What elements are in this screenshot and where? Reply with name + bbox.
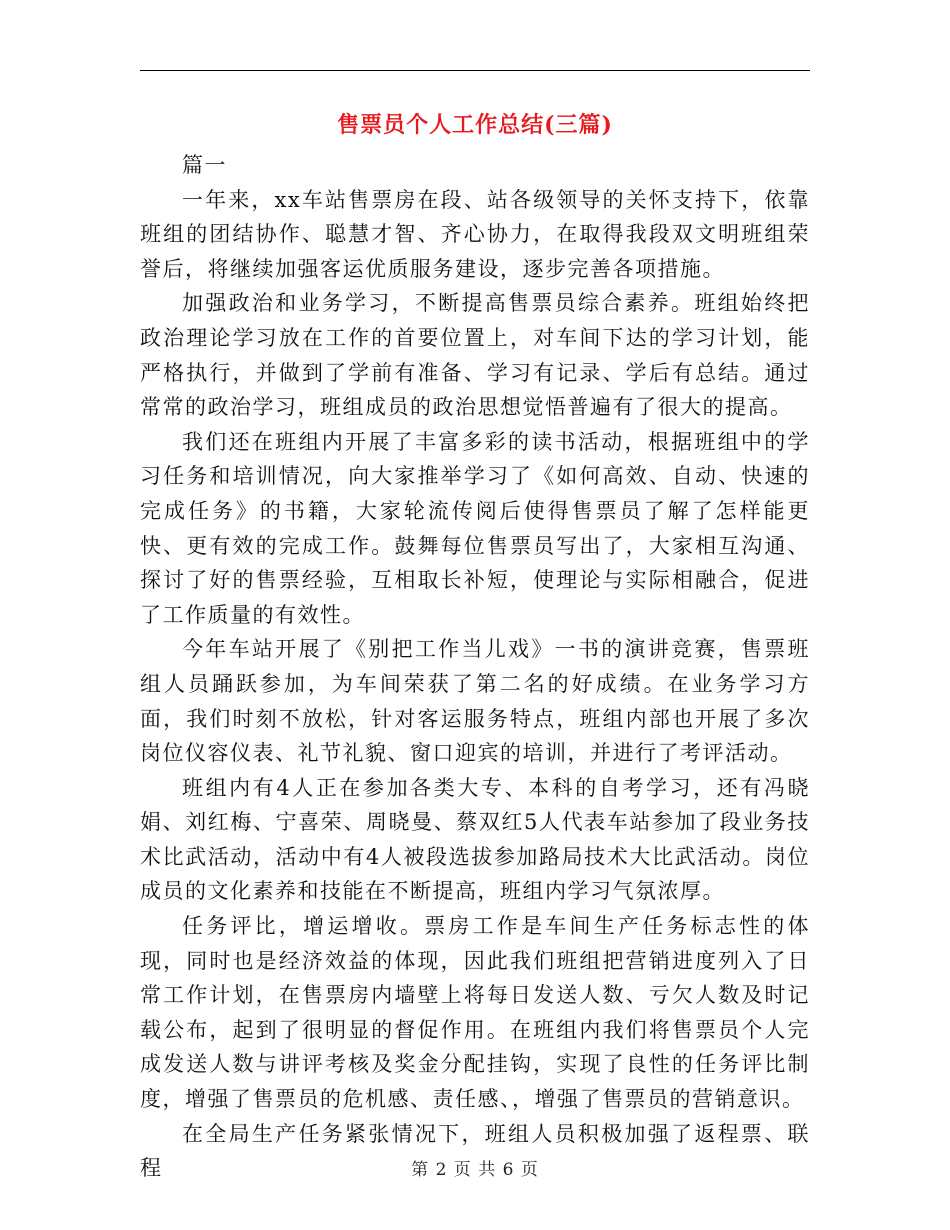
paragraph-3: 我们还在班组内开展了丰富多彩的读书活动，根据班组中的学习任务和培训情况，向大家推举学习了《如何高效、自动、快速的完成任务》的书籍，大家轮流传阅后使得售票员了解了怎样能更快、更有效的完成工作。鼓舞每位售票员写出了，大家相互沟通、探讨了好的售票经验，互相取长补短，使理论与实际相融合，促进了工作质量的有效性。 bbox=[140, 429, 810, 627]
document-title: 售票员个人工作总结(三篇) bbox=[337, 112, 613, 138]
section-label: 篇一 bbox=[182, 153, 227, 177]
paragraph-5: 班组内有4人正在参加各类大专、本科的自考学习，还有冯晓娟、刘红梅、宁喜荣、周晓曼、蔡双红5人代表车站参加了段业务技术比武活动，活动中有4人被段选拔参加路局技术大比武活动。岗位成员的文化素养和技能在不断提高，班组内学习气氛浓厚。 bbox=[140, 775, 810, 904]
page-footer: 第 2 页 共 6 页 bbox=[411, 1160, 539, 1180]
header-rule bbox=[140, 70, 810, 71]
paragraph-4: 今年车站开展了《别把工作当儿戏》一书的演讲竞赛，售票班组人员踊跃参加，为车间荣获了第二名的好成绩。在业务学习方面，我们时刻不放松，针对客运服务特点，班组内部也开展了多次岗位仪容仪表、礼节礼貌、窗口迎宾的培训，并进行了考评活动。 bbox=[140, 637, 810, 766]
paragraph-2: 加强政治和业务学习，不断提高售票员综合素养。班组始终把政治理论学习放在工作的首要位置上，对车间下达的学习计划，能严格执行，并做到了学前有准备、学习有记录、学后有总结。通过常常的政治学习，班组成员的政治思想觉悟普遍有了很大的提高。 bbox=[140, 291, 810, 420]
paragraph-7: 在全局生产任务紧张情况下，班组人员积极加强了返程票、联程 bbox=[140, 1121, 810, 1181]
paragraph-1: 一年来，xx车站售票房在段、站各级领导的关怀支持下，依靠班组的团结协作、聪慧才智、齐心协力，在取得我段双文明班组荣誉后，将继续加强客运优质服务建设，逐步完善各项措施。 bbox=[140, 187, 810, 281]
document-body bbox=[140, 148, 810, 1186]
paragraph-6: 任务评比，增运增收。票房工作是车间生产任务标志性的体现，同时也是经济效益的体现，因此我们班组把营销进度列入了日常工作计划，在售票房内墙壁上将每日发送人数、亏欠人数及时记载公布，起到了很明显的督促作用。在班组内我们将售票员个人完成发送人数与讲评考核及奖金分配挂钩，实现了良性的任务评比制度，增强了售票员的危机感、责任感、，增强了售票员的营销意识。 bbox=[140, 914, 810, 1112]
